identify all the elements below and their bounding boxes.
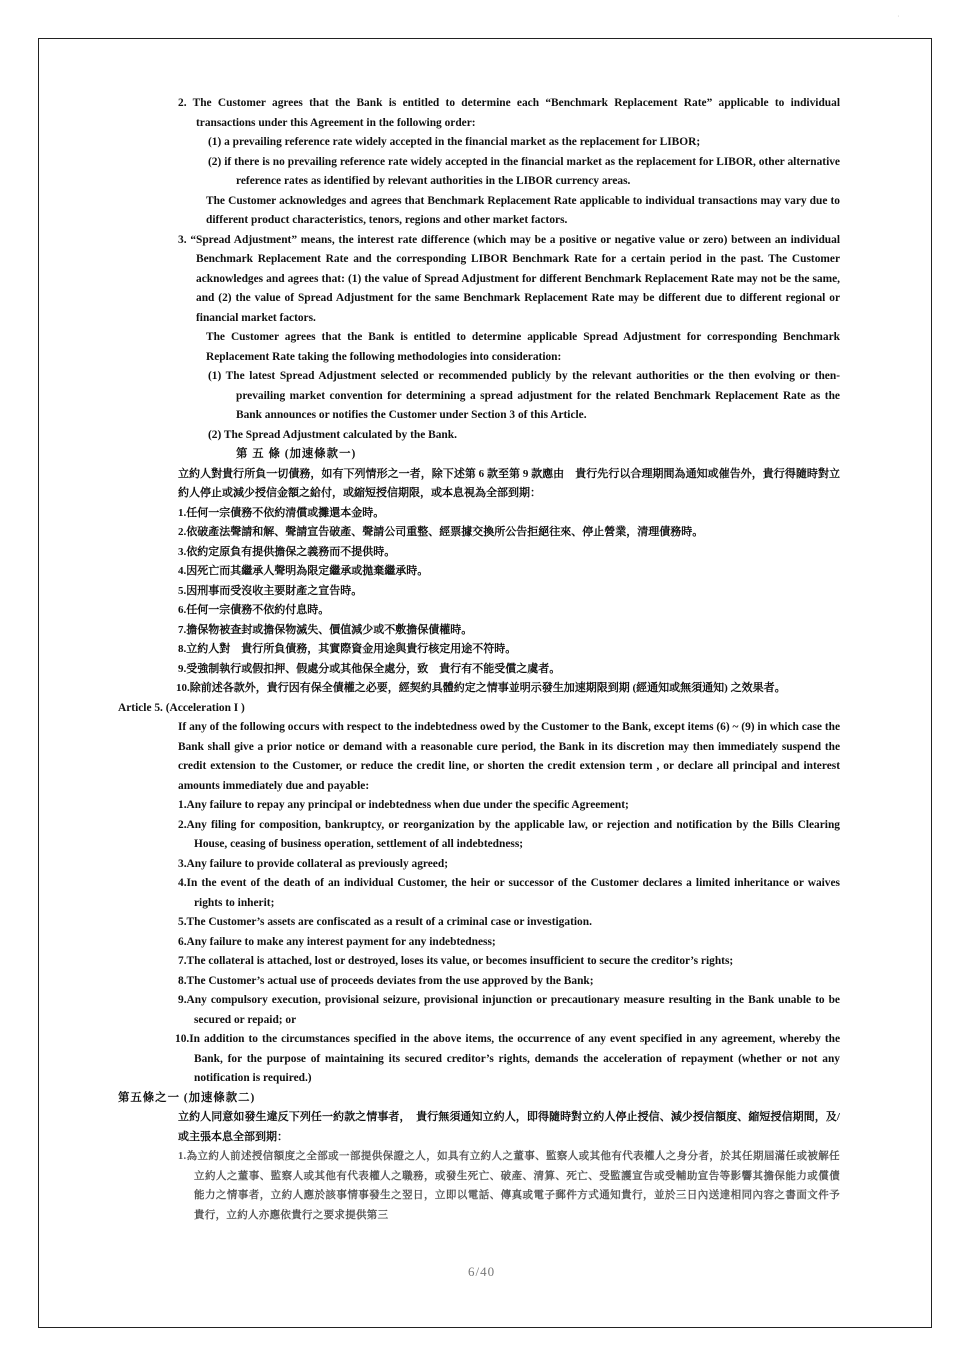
article-5-en-item: 8.The Customer’s actual use of proceeds deviates from the use approved by the Bank; bbox=[178, 974, 594, 987]
article-5-1-zh-item: 1.為立約人前述授信額度之全部或一部提供保證之人，如具有立約人之董事、監察人或其他有代表權人之身分者，於其任期屆滿任或被解任立約人之董事、監察人或其他有代表權人之職務，或發生死亡、破產、清算、死亡、受監護宣告或受輔助宣告等影響其擔保能力或償債能力之情事者，立約人應於該事情事發生之翌日，立即以電話、傳真或電子郵件方式通知貴行，並於三日內送達相同內容之書面文件予貴行，立約人亦應依貴行之要求提供第三 bbox=[178, 1151, 840, 1221]
article-5-en-item: 6.Any failure to make any interest payment for any indebtedness; bbox=[178, 935, 496, 948]
article-5-en-heading: Article 5. (Acceleration I ) bbox=[118, 701, 245, 714]
article-5-en-intro: If any of the following occurs with respect to the indebtedness owed by the Customer to the Bank, except items (6) ~ (9) in which case the Bank shall give a prior notice or demand with a reasonable cure period, the Bank in its discretion may then immediately suspend the credit extension to the Customer, or reduce the credit line, or shorten the credit extension term , or declare all principal and interest amounts immediately due and payable: bbox=[178, 721, 840, 792]
article-5-en-item: 4.In the event of the death of an individual Customer, the heir or successor of the Customer declares a limited inheritance or waives rights to inherit; bbox=[178, 877, 840, 909]
article-5-en-item: 5.The Customer’s assets are confiscated as a result of a criminal case or investigation. bbox=[178, 916, 592, 928]
article-5-zh-heading: 第 五 條 (加速條款一) bbox=[236, 448, 357, 460]
section-3-item-2: (2) The Spread Adjustment calculated by the Bank. bbox=[208, 428, 457, 441]
article-5-en-item: 10.In addition to the circumstances specified in the above items, the occurrence of any event specified in any agreement, whereby the Bank, for the purpose of maintaining its secured creditor’s rights, demands the acceleration of repayment (whether or not any notification is required.) bbox=[175, 1033, 840, 1084]
article-5-zh-item: 6.任何一宗債務不依約付息時。 bbox=[178, 604, 330, 616]
article-5-1-zh-heading: 第五條之一 (加速條款二) bbox=[118, 1091, 256, 1104]
article-5-zh-item: 10.除前述各款外，貴行因有保全債權之必要，經契約具體約定之情事並明示發生加速期限到期 (經通知或無須通知) 之效果者。 bbox=[176, 682, 786, 694]
corner-mark: ˙ bbox=[897, 14, 900, 23]
section-2-item-1: (1) a prevailing reference rate widely accepted in the financial market as the replacement for LIBOR; bbox=[208, 136, 701, 148]
section-2-item-2: (2) if there is no prevailing reference rate widely accepted in the financial market as the replacement for LIBOR, other alternative reference rates as identified by relevant authorities in the LIBOR currency areas. bbox=[208, 155, 840, 187]
article-5-zh-item: 9.受強制執行或假扣押、假處分或其他保全處分，致 貴行有不能受償之虞者。 bbox=[178, 662, 561, 675]
article-5-zh-item: 3.依約定原負有提供擔保之義務而不提供時。 bbox=[178, 545, 396, 558]
article-5-en-item: 2.Any filing for composition, bankruptcy, or reorganization by the applicable law, or rejection and notification by the Bills Clearing House, ceasing of business operation, settlement of all indebtedness; bbox=[178, 818, 840, 850]
article-5-zh-item: 7.擔保物被查封或擔保物滅失、價值減少或不敷擔保債權時。 bbox=[178, 623, 473, 636]
article-5-zh-item: 5.因刑事而受沒收主要財產之宣告時。 bbox=[178, 584, 363, 597]
article-5-zh-item: 8.立約人對 貴行所負債務，其實際資金用途與貴行核定用途不符時。 bbox=[178, 643, 517, 655]
section-2-acknowledgement: The Customer acknowledges and agrees that Benchmark Replacement Rate applicable to individual transactions may vary due to different product characteristics, tenors, regions and other market factors. bbox=[206, 194, 840, 226]
section-3-intro: 3. “Spread Adjustment” means, the interest rate difference (which may be a positive or negative value or zero) between an individual Benchmark Replacement Rate and the corresponding LIBOR Benchmark Rate for a certain period in the past. The Customer acknowledges and agrees that: (1) the value of Spread Adjustment for different Benchmark Replacement Rate may not be the same, and (2) the value of Spread Adjustment for the same Benchmark Replacement Rate may be different due to different regional or financial market factors. bbox=[178, 233, 840, 324]
section-3-agree: The Customer agrees that the Bank is entitled to determine applicable Spread Adjustment for corresponding Benchmark Replacement Rate taking the following methodologies into consideration: bbox=[206, 331, 840, 363]
article-5-en-item: 9.Any compulsory execution, provisional seizure, provisional injunction or precautionary measure resulting in the Bank unable to be secured or repaid; or bbox=[178, 994, 840, 1026]
page-number: 6/40 bbox=[468, 1264, 496, 1279]
article-5-1-zh-intro: 立約人同意如發生違反下列任一約款之情事者， 貴行無須通知立約人，即得隨時對立約人停止授信、減少授信額度、縮短授信期間，及/或主張本息全部到期： bbox=[178, 1111, 840, 1143]
document-body bbox=[118, 94, 840, 1225]
article-5-en-item: 3.Any failure to provide collateral as previously agreed; bbox=[178, 857, 448, 870]
article-5-en-item: 7.The collateral is attached, lost or destroyed, loses its value, or becomes insufficient to secure the creditor’s rights; bbox=[178, 955, 734, 967]
section-2-intro: 2. The Customer agrees that the Bank is entitled to determine each “Benchmark Replacement Rate” applicable to individual transactions under this Agreement in the following order: bbox=[178, 97, 840, 129]
article-5-zh-intro: 立約人對貴行所負一切債務，如有下列情形之一者，除下述第 6 款至第 9 款應由 貴行先行以合理期間為通知或催告外，貴行得隨時對立約人停止或減少授信金額之給付，或縮短授信期限，或本息視為全部到期： bbox=[178, 467, 840, 499]
article-5-en-item: 1.Any failure to repay any principal or indebtedness when due under the specific Agreement; bbox=[178, 799, 629, 811]
article-5-zh-item: 4.因死亡而其繼承人聲明為限定繼承或拋棄繼承時。 bbox=[178, 565, 429, 577]
article-5-zh-item: 2.依破產法聲請和解、聲請宣告破產、聲請公司重整、經票據交換所公告拒絕往來、停止營業，清理債務時。 bbox=[178, 526, 704, 538]
section-3-item-1: (1) The latest Spread Adjustment selected or recommended publicly by the relevant authorities or the then evolving or then-prevailing market convention for determining a spread adjustment for the related Benchmark Replacement Rate as the Bank announces or notifies the Customer under Section 3 of this Article. bbox=[208, 370, 840, 421]
article-5-zh-item: 1.任何一宗債務不依約清償或攤還本金時。 bbox=[178, 506, 385, 519]
